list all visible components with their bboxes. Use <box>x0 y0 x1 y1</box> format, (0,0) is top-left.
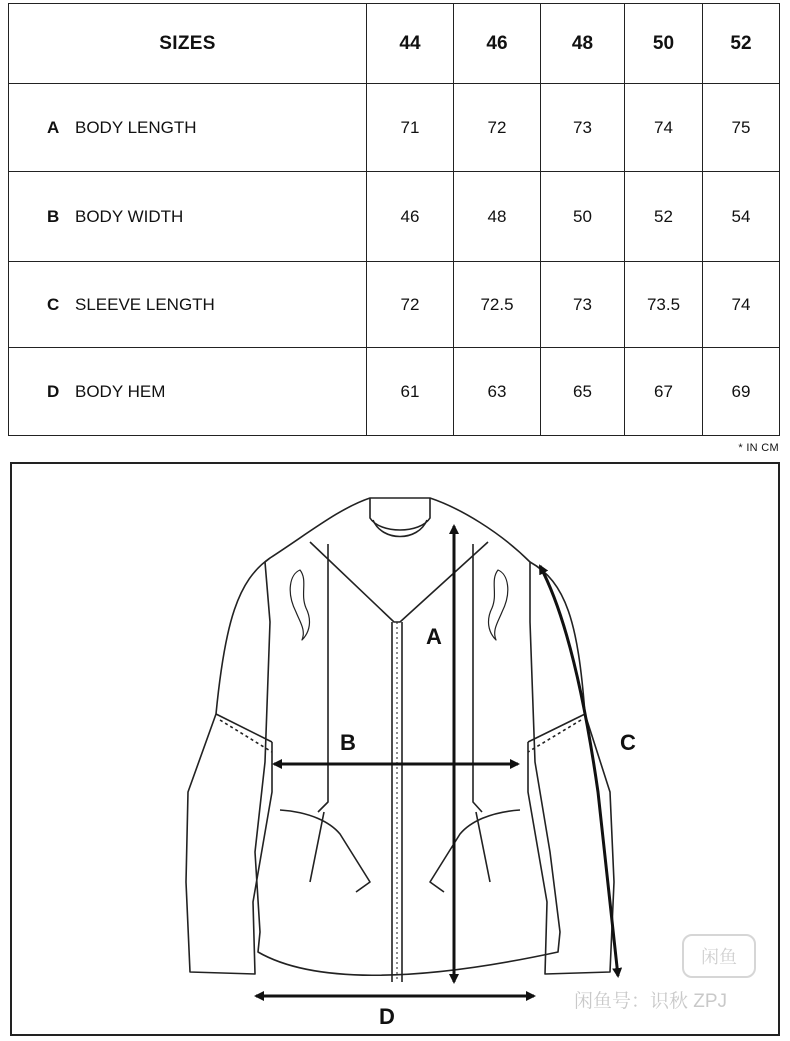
row-letter: C <box>47 294 60 314</box>
left-pocket <box>280 810 370 892</box>
dimension-c-label: C <box>620 730 636 755</box>
table-row <box>9 262 780 348</box>
table-cell: 72 <box>454 84 541 172</box>
table-cell: 73 <box>541 262 625 348</box>
diagram-frame <box>11 463 779 1035</box>
size-chart-table <box>8 3 780 436</box>
left-sleeve-hem-line <box>220 720 272 752</box>
row-letter: A <box>47 117 60 137</box>
row-label-text: SLEEVE LENGTH <box>75 294 215 314</box>
table-cell: 74 <box>625 84 703 172</box>
table-cell: 72.5 <box>454 262 541 348</box>
dimension-b-label: B <box>340 730 356 755</box>
table-cell: 50 <box>541 172 625 262</box>
row-letter: D <box>47 381 60 401</box>
size-header-50: 50 <box>625 4 703 84</box>
panel-seam-left <box>318 544 328 812</box>
right-sleeve-hem-line <box>528 720 581 752</box>
jacket-measurement-diagram <box>10 462 780 1036</box>
row-label-text: BODY LENGTH <box>75 117 197 137</box>
row-label-body-hem <box>9 348 367 436</box>
row-label-text: BODY WIDTH <box>75 206 184 226</box>
table-cell: 67 <box>625 348 703 436</box>
left-shoulder-emblem <box>290 570 309 640</box>
jacket-drawing <box>186 498 614 982</box>
left-sleeve-cuff-top <box>216 714 272 742</box>
panel-seam-right <box>473 544 482 812</box>
row-label-body-length <box>9 84 367 172</box>
size-header-48: 48 <box>541 4 625 84</box>
row-label-text: BODY HEM <box>75 381 166 401</box>
right-pocket <box>430 810 520 892</box>
dimension-c-arrow <box>540 566 618 976</box>
table-cell: 54 <box>703 172 780 262</box>
table-cell: 61 <box>367 348 454 436</box>
unit-note: * IN CM <box>738 442 779 454</box>
jacket-neckline <box>310 542 488 622</box>
jacket-collar <box>370 498 430 530</box>
right-shoulder-emblem <box>489 570 508 640</box>
table-cell: 74 <box>703 262 780 348</box>
table-cell: 65 <box>541 348 625 436</box>
jacket-body-outline <box>255 498 560 975</box>
size-header-52: 52 <box>703 4 780 84</box>
table-cell: 75 <box>703 84 780 172</box>
right-sleeve <box>528 562 614 974</box>
row-letter: B <box>47 206 60 226</box>
size-header-44: 44 <box>367 4 454 84</box>
size-header-46: 46 <box>454 4 541 84</box>
watermark-text: 闲鱼号：识秋 ZPJ <box>574 991 728 1012</box>
right-sleeve-cuff-top <box>528 714 585 742</box>
row-label-body-width <box>9 172 367 262</box>
dimension-a-label: A <box>426 624 442 649</box>
table-row <box>9 84 780 172</box>
watermark-badge: 闲鱼 <box>682 934 756 978</box>
row-label-sleeve-length <box>9 262 367 348</box>
table-row <box>9 172 780 262</box>
table-cell: 71 <box>367 84 454 172</box>
table-cell: 73 <box>541 84 625 172</box>
table-cell: 69 <box>703 348 780 436</box>
table-cell: 52 <box>625 172 703 262</box>
table-cell: 48 <box>454 172 541 262</box>
sizes-header: SIZES <box>9 4 367 84</box>
dimension-d-label: D <box>379 1004 395 1029</box>
collar-back <box>373 520 427 537</box>
table-row <box>9 348 780 436</box>
table-cell: 72 <box>367 262 454 348</box>
table-cell: 63 <box>454 348 541 436</box>
table-cell: 46 <box>367 172 454 262</box>
table-header-row <box>9 4 780 84</box>
table-cell: 73.5 <box>625 262 703 348</box>
